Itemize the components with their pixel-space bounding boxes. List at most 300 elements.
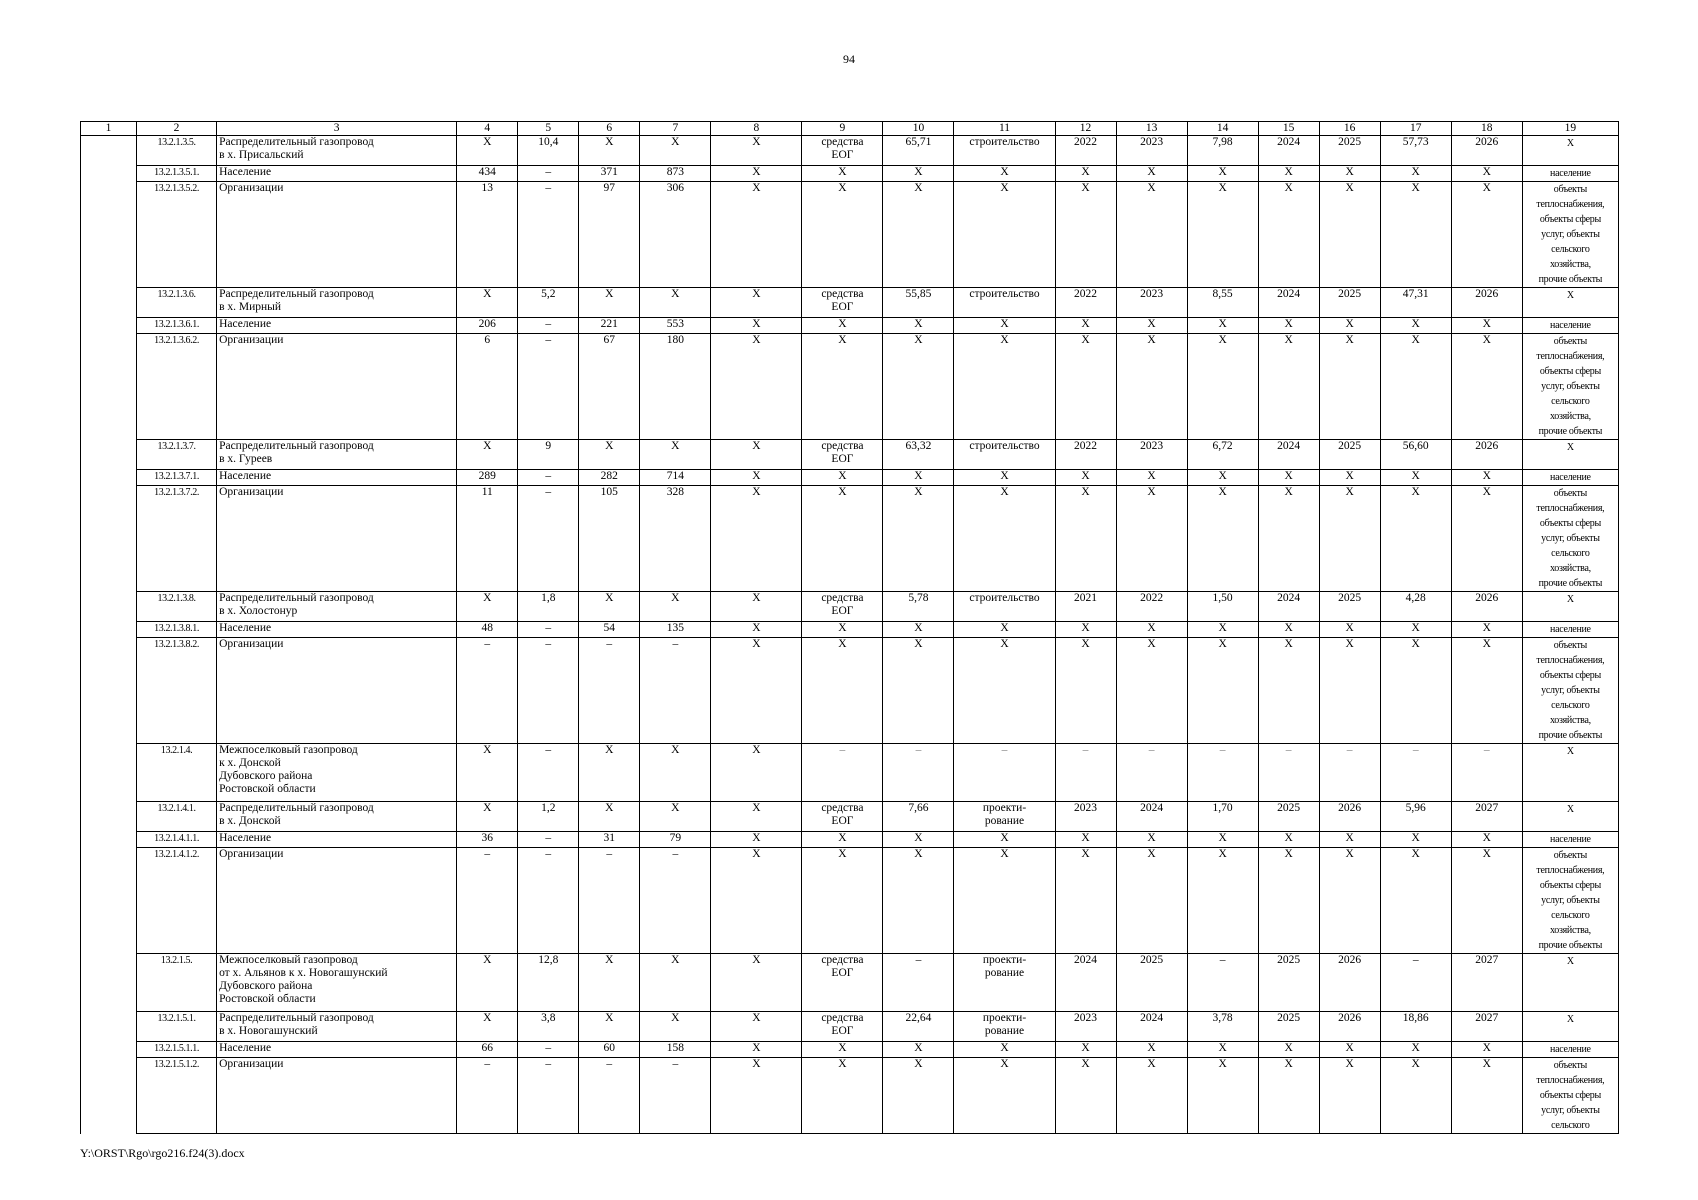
table-cell-col-11: X — [954, 1042, 1055, 1058]
table-cell-col-15: X — [1258, 486, 1319, 592]
table-cell-col-16: X — [1319, 470, 1380, 486]
table-cell-col-19: X — [1522, 440, 1618, 470]
table-cell-col-9: X — [802, 166, 883, 182]
table-cell-col-1 — [81, 334, 137, 440]
table-cell-col-8: X — [711, 802, 802, 832]
table-cell-col-12: X — [1055, 166, 1116, 182]
table-cell-col-19: X — [1522, 744, 1618, 802]
table-cell-col-12: X — [1055, 1042, 1116, 1058]
table-cell-col-12: – — [1055, 744, 1116, 802]
table-cell-col-7: 714 — [640, 470, 711, 486]
table-cell-col-8: X — [711, 832, 802, 848]
table-cell-col-13: X — [1116, 334, 1187, 440]
table-cell-col-16: 2026 — [1319, 1012, 1380, 1042]
table-cell-col-16: – — [1319, 744, 1380, 802]
table-cell-col-3: Организации — [217, 182, 457, 288]
table-cell-col-18: X — [1451, 182, 1522, 288]
table-cell-col-6: X — [579, 1012, 640, 1042]
table-cell-col-8: X — [711, 638, 802, 744]
table-cell-col-14: X — [1187, 832, 1258, 848]
column-header-3: 3 — [217, 122, 457, 136]
table-cell-col-5: – — [518, 486, 579, 592]
table-cell-col-18: X — [1451, 166, 1522, 182]
table-cell-col-3: Организации — [217, 1058, 457, 1134]
column-header-12: 12 — [1055, 122, 1116, 136]
table-cell-col-9: X — [802, 1058, 883, 1134]
column-header-7: 7 — [640, 122, 711, 136]
table-cell-col-8: X — [711, 470, 802, 486]
table-cell-col-1 — [81, 744, 137, 802]
table-cell-col-9: X — [802, 832, 883, 848]
table-cell-col-10: X — [883, 832, 954, 848]
table-cell-col-15: 2025 — [1258, 1012, 1319, 1042]
table-cell-col-5: 3,8 — [518, 1012, 579, 1042]
table-cell-col-16: 2026 — [1319, 802, 1380, 832]
table-cell-col-1 — [81, 622, 137, 638]
table-cell-col-18: – — [1451, 744, 1522, 802]
table-cell-col-15: 2024 — [1258, 288, 1319, 318]
table-cell-col-9: средства ЕОГ — [802, 802, 883, 832]
table-cell-col-19: X — [1522, 954, 1618, 1012]
table-cell-col-9: средства ЕОГ — [802, 136, 883, 166]
table-row — [81, 334, 1619, 440]
table-cell-col-12: 2022 — [1055, 136, 1116, 166]
table-cell-col-18: 2026 — [1451, 440, 1522, 470]
table-cell-col-6: X — [579, 744, 640, 802]
column-header-5: 5 — [518, 122, 579, 136]
table-row — [81, 744, 1619, 802]
table-cell-col-16: X — [1319, 1058, 1380, 1134]
table-cell-col-6: X — [579, 288, 640, 318]
table-cell-col-12: 2024 — [1055, 954, 1116, 1012]
table-cell-col-10: X — [883, 638, 954, 744]
table-cell-col-17: 18,86 — [1380, 1012, 1451, 1042]
table-cell-col-8: X — [711, 744, 802, 802]
table-cell-col-18: 2027 — [1451, 1012, 1522, 1042]
table-cell-col-18: X — [1451, 638, 1522, 744]
table-cell-col-11: X — [954, 848, 1055, 954]
table-cell-col-9: средства ЕОГ — [802, 954, 883, 1012]
table-cell-col-2: 13.2.1.4.1.2. — [137, 848, 217, 954]
table-cell-col-6: – — [579, 1058, 640, 1134]
table-cell-col-19: население — [1522, 318, 1618, 334]
table-cell-col-2: 13.2.1.3.6. — [137, 288, 217, 318]
table-cell-col-3: Распределительный газопровод в х. Гуреев — [217, 440, 457, 470]
table-cell-col-16: X — [1319, 318, 1380, 334]
table-cell-col-13: X — [1116, 1058, 1187, 1134]
table-cell-col-3: Организации — [217, 334, 457, 440]
table-cell-col-10: X — [883, 622, 954, 638]
table-cell-col-17: X — [1380, 182, 1451, 288]
table-cell-col-18: X — [1451, 1042, 1522, 1058]
table-cell-col-11: строительство — [954, 592, 1055, 622]
column-header-9: 9 — [802, 122, 883, 136]
table-cell-col-18: 2026 — [1451, 136, 1522, 166]
table-cell-col-1 — [81, 1012, 137, 1042]
table-cell-col-5: 1,2 — [518, 802, 579, 832]
table-cell-col-6: – — [579, 848, 640, 954]
table-cell-col-6: 221 — [579, 318, 640, 334]
table-cell-col-14: 1,70 — [1187, 802, 1258, 832]
table-cell-col-4: – — [457, 848, 518, 954]
table-cell-col-16: X — [1319, 832, 1380, 848]
table-cell-col-8: X — [711, 136, 802, 166]
table-cell-col-12: X — [1055, 182, 1116, 288]
table-cell-col-3: Распределительный газопровод в х. Мирный — [217, 288, 457, 318]
table-cell-col-1 — [81, 832, 137, 848]
table-cell-col-14: X — [1187, 1042, 1258, 1058]
table-cell-col-15: X — [1258, 182, 1319, 288]
table-cell-col-2: 13.2.1.3.7.1. — [137, 470, 217, 486]
table-cell-col-8: X — [711, 622, 802, 638]
table-cell-col-16: X — [1319, 622, 1380, 638]
table-cell-col-18: 2027 — [1451, 954, 1522, 1012]
table-cell-col-18: X — [1451, 486, 1522, 592]
table-cell-col-5: – — [518, 1042, 579, 1058]
table-cell-col-7: X — [640, 592, 711, 622]
table-cell-col-2: 13.2.1.5.1. — [137, 1012, 217, 1042]
table-cell-col-19: население — [1522, 470, 1618, 486]
table-cell-col-6: X — [579, 136, 640, 166]
table-cell-col-10: X — [883, 1042, 954, 1058]
table-cell-col-17: X — [1380, 470, 1451, 486]
table-cell-col-17: X — [1380, 318, 1451, 334]
table-cell-col-18: X — [1451, 848, 1522, 954]
column-header-17: 17 — [1380, 122, 1451, 136]
table-cell-col-2: 13.2.1.4.1.1. — [137, 832, 217, 848]
table-cell-col-7: 158 — [640, 1042, 711, 1058]
table-cell-col-12: X — [1055, 638, 1116, 744]
table-cell-col-3: Распределительный газопровод в х. Присальский — [217, 136, 457, 166]
table-cell-col-2: 13.2.1.4.1. — [137, 802, 217, 832]
table-cell-col-19: X — [1522, 1012, 1618, 1042]
table-cell-col-11: строительство — [954, 136, 1055, 166]
table-cell-col-3: Распределительный газопровод в х. Донской — [217, 802, 457, 832]
column-header-18: 18 — [1451, 122, 1522, 136]
table-cell-col-3: Население — [217, 1042, 457, 1058]
table-cell-col-5: – — [518, 638, 579, 744]
table-cell-col-5: 1,8 — [518, 592, 579, 622]
table-cell-col-7: X — [640, 1012, 711, 1042]
table-cell-col-17: X — [1380, 334, 1451, 440]
column-header-2: 2 — [137, 122, 217, 136]
table-cell-col-11: проекти- рование — [954, 802, 1055, 832]
table-cell-col-4: X — [457, 802, 518, 832]
table-cell-col-4: 13 — [457, 182, 518, 288]
table-cell-col-7: 328 — [640, 486, 711, 592]
table-cell-col-7: 306 — [640, 182, 711, 288]
table-row — [81, 288, 1619, 318]
table-cell-col-13: – — [1116, 744, 1187, 802]
table-cell-col-17: X — [1380, 638, 1451, 744]
table-cell-col-2: 13.2.1.3.5.1. — [137, 166, 217, 182]
table-cell-col-11: проекти- рование — [954, 954, 1055, 1012]
column-header-14: 14 — [1187, 122, 1258, 136]
table-cell-col-12: X — [1055, 832, 1116, 848]
table-row — [81, 486, 1619, 592]
table-cell-col-10: X — [883, 182, 954, 288]
table-cell-col-12: 2023 — [1055, 1012, 1116, 1042]
table-cell-col-4: X — [457, 440, 518, 470]
table-cell-col-13: 2022 — [1116, 592, 1187, 622]
table-cell-col-18: X — [1451, 832, 1522, 848]
table-cell-col-7: X — [640, 802, 711, 832]
table-cell-col-2: 13.2.1.4. — [137, 744, 217, 802]
table-cell-col-19: объекты теплоснабжения, объекты сферы услуг, объекты сельского хозяйства, прочие объекты — [1522, 638, 1618, 744]
table-cell-col-1 — [81, 166, 137, 182]
table-cell-col-12: X — [1055, 486, 1116, 592]
table-row — [81, 166, 1619, 182]
table-cell-col-4: 66 — [457, 1042, 518, 1058]
table-cell-col-17: X — [1380, 486, 1451, 592]
table-cell-col-18: 2026 — [1451, 592, 1522, 622]
table-cell-col-10: 63,32 — [883, 440, 954, 470]
table-cell-col-7: X — [640, 954, 711, 1012]
table-cell-col-11: X — [954, 318, 1055, 334]
table-cell-col-10: X — [883, 470, 954, 486]
table-row — [81, 1058, 1619, 1134]
table-cell-col-15: X — [1258, 334, 1319, 440]
table-cell-col-19: объекты теплоснабжения, объекты сферы услуг, объекты сельского — [1522, 1058, 1618, 1134]
table-row — [81, 318, 1619, 334]
table-cell-col-12: 2022 — [1055, 440, 1116, 470]
table-cell-col-1 — [81, 638, 137, 744]
table-cell-col-11: X — [954, 622, 1055, 638]
table-cell-col-19: население — [1522, 1042, 1618, 1058]
table-header-row — [81, 122, 1619, 136]
table-row — [81, 136, 1619, 166]
page-number: 94 — [843, 52, 855, 66]
table-row — [81, 592, 1619, 622]
table-cell-col-4: 48 — [457, 622, 518, 638]
table-cell-col-9: X — [802, 318, 883, 334]
table-cell-col-15: 2024 — [1258, 592, 1319, 622]
table-cell-col-11: X — [954, 832, 1055, 848]
table-cell-col-9: X — [802, 334, 883, 440]
table-cell-col-9: X — [802, 486, 883, 592]
table-cell-col-7: X — [640, 440, 711, 470]
table-cell-col-19: X — [1522, 802, 1618, 832]
table-cell-col-18: X — [1451, 334, 1522, 440]
table-cell-col-14: X — [1187, 470, 1258, 486]
table-cell-col-3: Население — [217, 318, 457, 334]
table-cell-col-15: X — [1258, 622, 1319, 638]
table-cell-col-11: проекти- рование — [954, 1012, 1055, 1042]
table-cell-col-10: – — [883, 954, 954, 1012]
table-row — [81, 848, 1619, 954]
table-cell-col-17: – — [1380, 744, 1451, 802]
table-cell-col-16: X — [1319, 182, 1380, 288]
table-cell-col-7: X — [640, 744, 711, 802]
table-cell-col-14: 8,55 — [1187, 288, 1258, 318]
table-cell-col-13: 2023 — [1116, 288, 1187, 318]
table-cell-col-16: X — [1319, 334, 1380, 440]
table-cell-col-17: 47,31 — [1380, 288, 1451, 318]
table-cell-col-2: 13.2.1.3.6.1. — [137, 318, 217, 334]
table-cell-col-7: 135 — [640, 622, 711, 638]
column-header-15: 15 — [1258, 122, 1319, 136]
table-cell-col-3: Население — [217, 470, 457, 486]
table-cell-col-3: Распределительный газопровод в х. Холостонур — [217, 592, 457, 622]
table-cell-col-13: X — [1116, 1042, 1187, 1058]
table-cell-col-4: X — [457, 288, 518, 318]
table-cell-col-9: средства ЕОГ — [802, 288, 883, 318]
table-cell-col-8: X — [711, 1042, 802, 1058]
data-table — [80, 121, 1619, 1134]
table-cell-col-15: 2024 — [1258, 136, 1319, 166]
table-cell-col-8: X — [711, 954, 802, 1012]
table-cell-col-19: X — [1522, 288, 1618, 318]
table-cell-col-8: X — [711, 166, 802, 182]
table-cell-col-16: 2026 — [1319, 954, 1380, 1012]
table-cell-col-19: X — [1522, 136, 1618, 166]
table-cell-col-12: 2021 — [1055, 592, 1116, 622]
table-cell-col-3: Население — [217, 622, 457, 638]
table-cell-col-11: – — [954, 744, 1055, 802]
table-cell-col-12: X — [1055, 848, 1116, 954]
table-cell-col-3: Население — [217, 832, 457, 848]
table-cell-col-5: – — [518, 1058, 579, 1134]
table-cell-col-5: – — [518, 166, 579, 182]
table-cell-col-5: – — [518, 182, 579, 288]
table-cell-col-13: X — [1116, 470, 1187, 486]
table-cell-col-9: средства ЕОГ — [802, 440, 883, 470]
table-cell-col-14: X — [1187, 622, 1258, 638]
table-cell-col-2: 13.2.1.3.7.2. — [137, 486, 217, 592]
table-row — [81, 622, 1619, 638]
table-cell-col-10: X — [883, 318, 954, 334]
table-cell-col-11: X — [954, 486, 1055, 592]
table-cell-col-8: X — [711, 440, 802, 470]
table-cell-col-17: X — [1380, 848, 1451, 954]
table-cell-col-18: 2027 — [1451, 802, 1522, 832]
table-cell-col-2: 13.2.1.3.5.2. — [137, 182, 217, 288]
table-cell-col-19: население — [1522, 166, 1618, 182]
table-cell-col-6: 282 — [579, 470, 640, 486]
table-cell-col-19: население — [1522, 622, 1618, 638]
table-cell-col-5: – — [518, 318, 579, 334]
table-cell-col-12: X — [1055, 334, 1116, 440]
table-cell-col-14: X — [1187, 638, 1258, 744]
table-cell-col-12: 2022 — [1055, 288, 1116, 318]
table-cell-col-10: X — [883, 1058, 954, 1134]
table-cell-col-9: X — [802, 1042, 883, 1058]
table-cell-col-13: X — [1116, 638, 1187, 744]
table-cell-col-6: 31 — [579, 832, 640, 848]
table-cell-col-16: X — [1319, 848, 1380, 954]
table-cell-col-5: 5,2 — [518, 288, 579, 318]
table-cell-col-16: 2025 — [1319, 592, 1380, 622]
table-cell-col-7: X — [640, 288, 711, 318]
table-cell-col-17: X — [1380, 166, 1451, 182]
table-cell-col-5: – — [518, 470, 579, 486]
table-cell-col-4: – — [457, 1058, 518, 1134]
table-cell-col-4: 434 — [457, 166, 518, 182]
table-cell-col-15: 2024 — [1258, 440, 1319, 470]
table-cell-col-2: 13.2.1.3.7. — [137, 440, 217, 470]
table-cell-col-10: X — [883, 334, 954, 440]
table-row — [81, 470, 1619, 486]
table-cell-col-13: 2023 — [1116, 136, 1187, 166]
column-header-13: 13 — [1116, 122, 1187, 136]
table-cell-col-6: 60 — [579, 1042, 640, 1058]
table-cell-col-6: X — [579, 440, 640, 470]
table-cell-col-2: 13.2.1.3.6.2. — [137, 334, 217, 440]
table-cell-col-10: 22,64 — [883, 1012, 954, 1042]
table-cell-col-17: 4,28 — [1380, 592, 1451, 622]
table-cell-col-18: X — [1451, 622, 1522, 638]
table-cell-col-4: 206 — [457, 318, 518, 334]
table-cell-col-11: X — [954, 638, 1055, 744]
table-cell-col-9: X — [802, 848, 883, 954]
table-cell-col-15: 2025 — [1258, 802, 1319, 832]
table-cell-col-19: объекты теплоснабжения, объекты сферы услуг, объекты сельского хозяйства, прочие объекты — [1522, 334, 1618, 440]
table-cell-col-9: средства ЕОГ — [802, 1012, 883, 1042]
table-cell-col-4: – — [457, 638, 518, 744]
table-cell-col-14: 3,78 — [1187, 1012, 1258, 1042]
table-cell-col-14: X — [1187, 486, 1258, 592]
table-cell-col-2: 13.2.1.5.1.2. — [137, 1058, 217, 1134]
table-cell-col-4: X — [457, 592, 518, 622]
table-cell-col-4: X — [457, 954, 518, 1012]
table-cell-col-16: 2025 — [1319, 440, 1380, 470]
table-cell-col-1 — [81, 470, 137, 486]
table-cell-col-4: X — [457, 136, 518, 166]
table-cell-col-3: Организации — [217, 848, 457, 954]
column-header-4: 4 — [457, 122, 518, 136]
table-cell-col-2: 13.2.1.3.8.2. — [137, 638, 217, 744]
table-cell-col-8: X — [711, 182, 802, 288]
table-cell-col-13: X — [1116, 182, 1187, 288]
column-header-10: 10 — [883, 122, 954, 136]
table-cell-col-13: X — [1116, 486, 1187, 592]
table-cell-col-15: X — [1258, 1042, 1319, 1058]
table-cell-col-11: X — [954, 334, 1055, 440]
table-cell-col-1 — [81, 954, 137, 1012]
table-cell-col-6: X — [579, 802, 640, 832]
table-row — [81, 440, 1619, 470]
table-cell-col-14: X — [1187, 1058, 1258, 1134]
table-cell-col-6: 97 — [579, 182, 640, 288]
table-cell-col-4: 36 — [457, 832, 518, 848]
table-cell-col-17: – — [1380, 954, 1451, 1012]
table-cell-col-17: X — [1380, 832, 1451, 848]
table-cell-col-17: 57,73 — [1380, 136, 1451, 166]
table-cell-col-11: X — [954, 182, 1055, 288]
table-cell-col-1 — [81, 848, 137, 954]
table-cell-col-15: X — [1258, 470, 1319, 486]
table-cell-col-4: 289 — [457, 470, 518, 486]
table-cell-col-9: X — [802, 470, 883, 486]
table-cell-col-5: – — [518, 622, 579, 638]
table-row — [81, 954, 1619, 1012]
table-row — [81, 182, 1619, 288]
table-cell-col-7: – — [640, 848, 711, 954]
table-cell-col-4: 6 — [457, 334, 518, 440]
table-cell-col-9: X — [802, 182, 883, 288]
table-cell-col-14: X — [1187, 318, 1258, 334]
table-cell-col-9: – — [802, 744, 883, 802]
table-cell-col-1 — [81, 592, 137, 622]
table-cell-col-18: X — [1451, 318, 1522, 334]
table-cell-col-2: 13.2.1.5.1.1. — [137, 1042, 217, 1058]
table-cell-col-10: 55,85 — [883, 288, 954, 318]
table-cell-col-5: 9 — [518, 440, 579, 470]
table-row — [81, 832, 1619, 848]
table-cell-col-16: X — [1319, 166, 1380, 182]
table-row — [81, 638, 1619, 744]
table-cell-col-5: 12,8 — [518, 954, 579, 1012]
